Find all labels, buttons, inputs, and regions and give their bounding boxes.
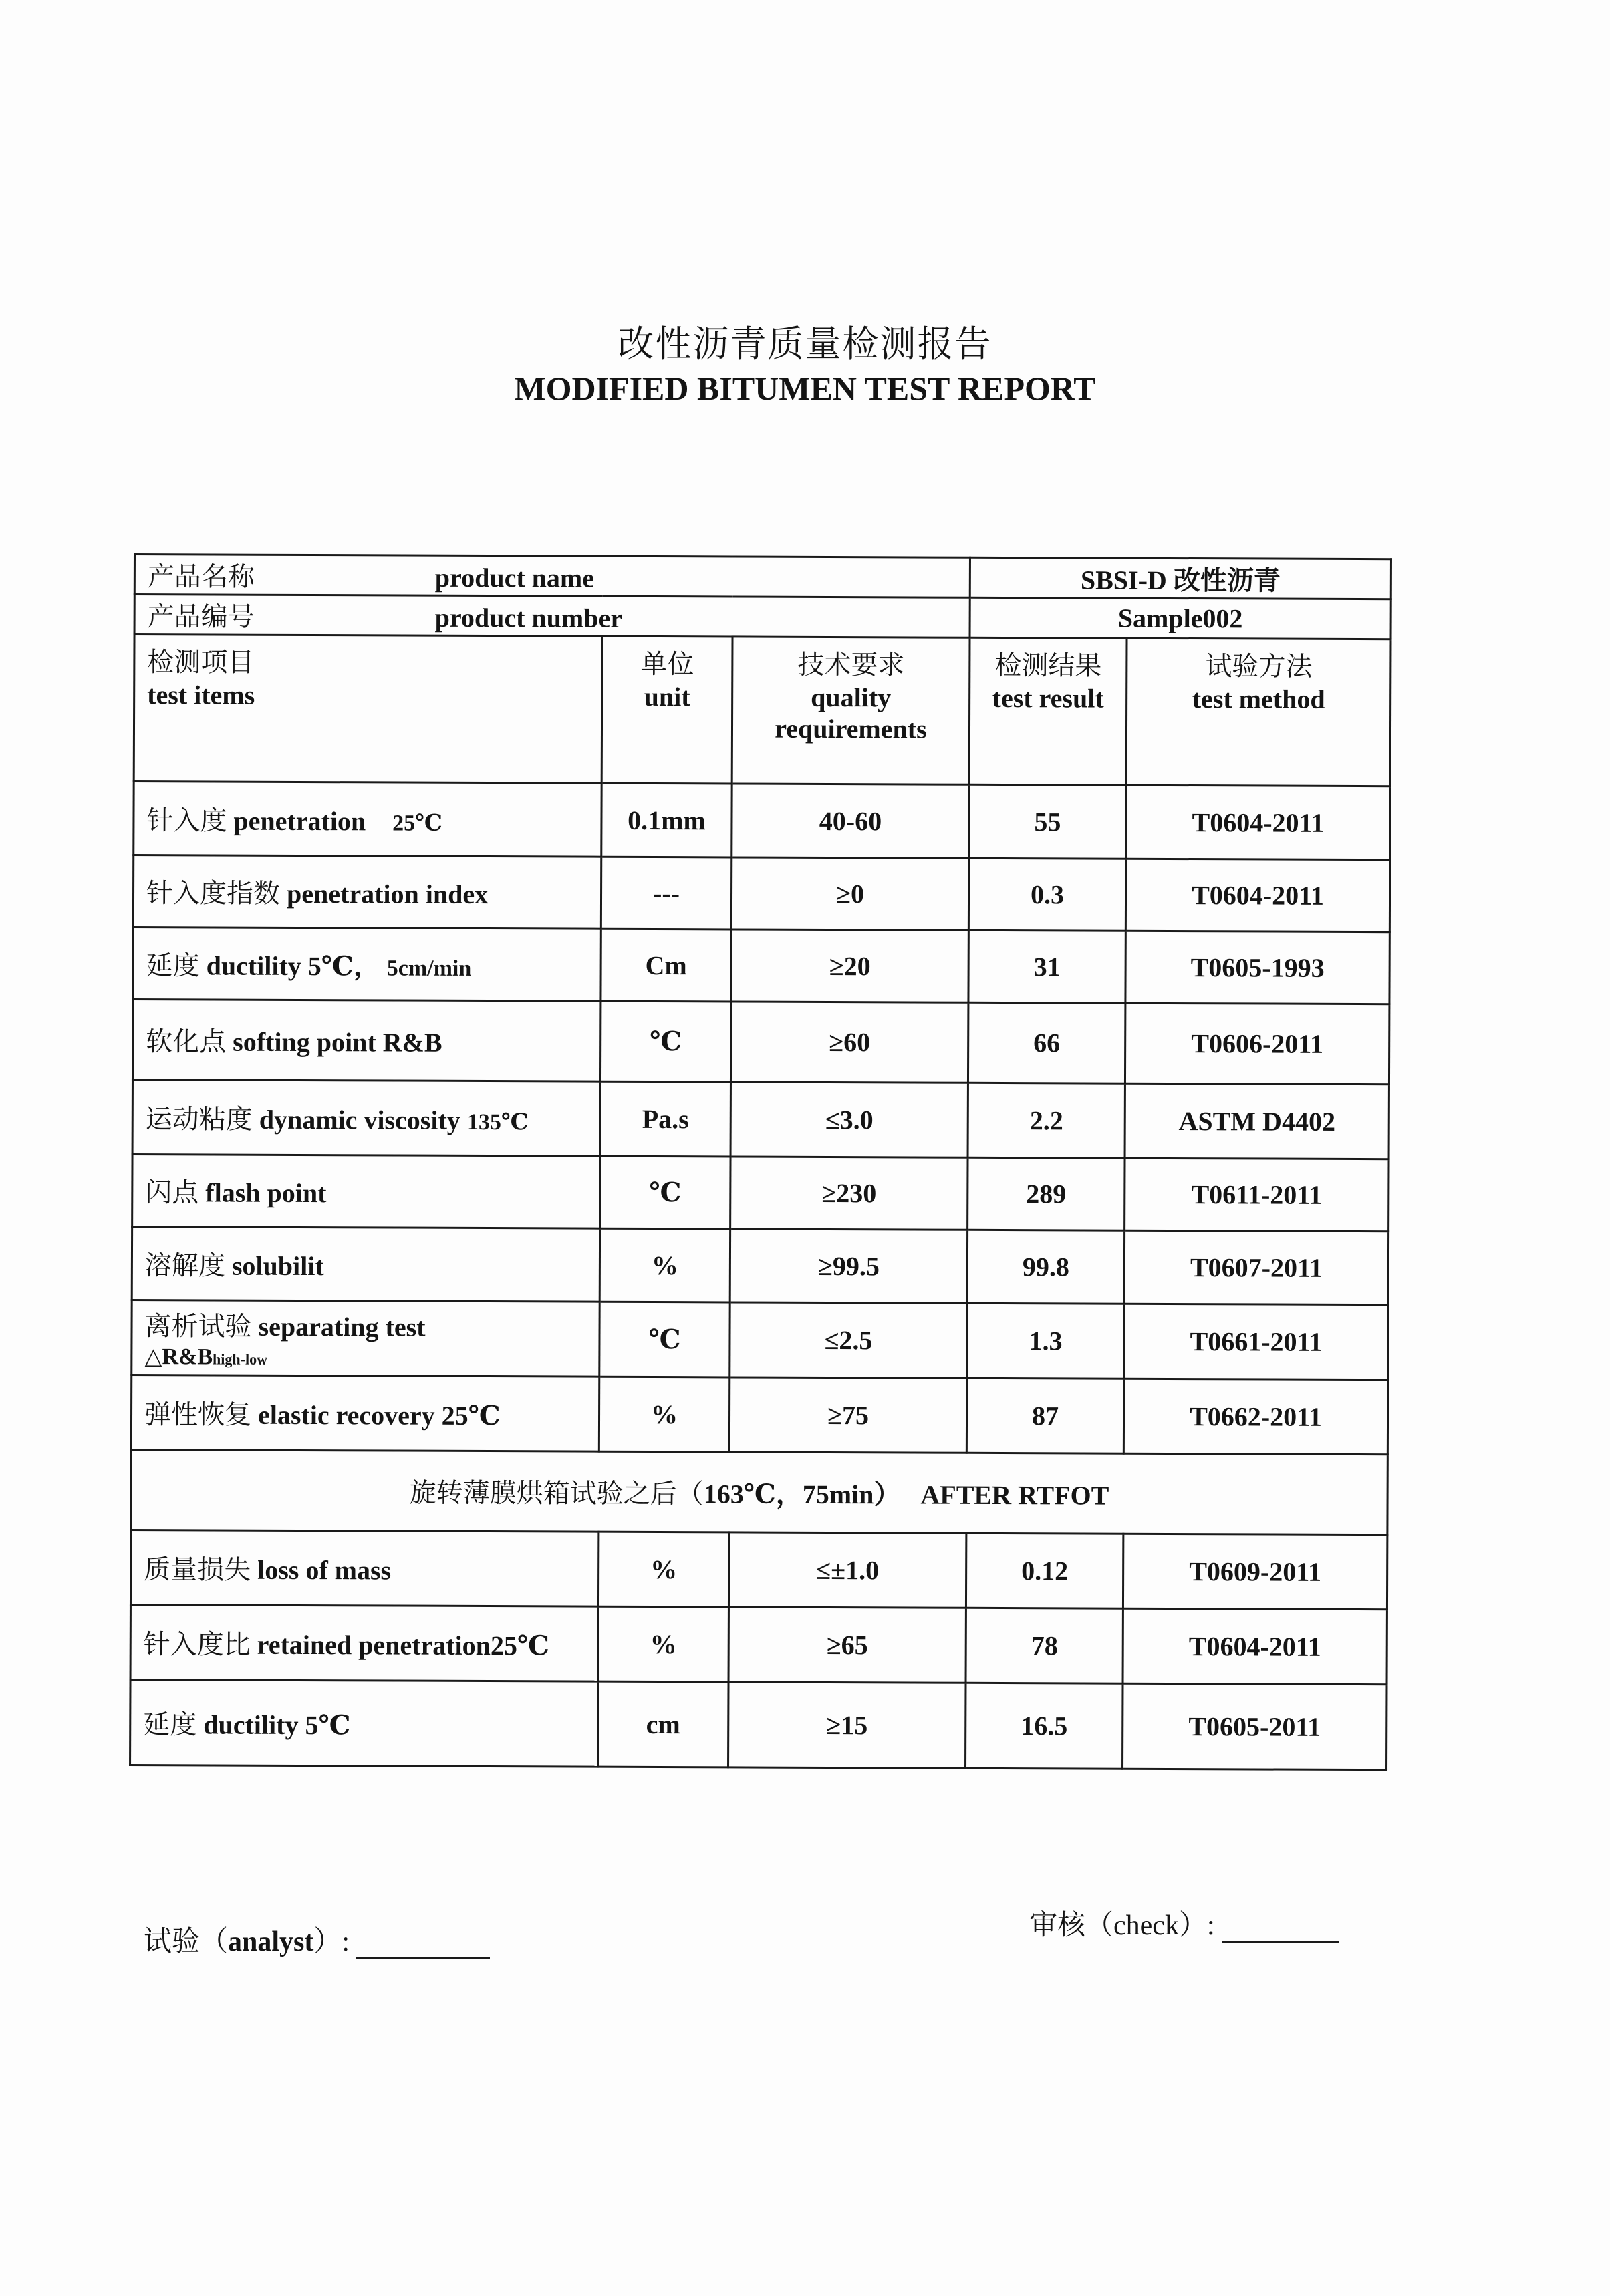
section-title-en: AFTER RTFOT [920, 1479, 1109, 1511]
item-extra: 135℃ [466, 1109, 529, 1135]
result-cell: 55 [969, 784, 1126, 859]
header-items-cn: 检测项目 [147, 647, 255, 678]
item-en: ductility 5℃， [206, 950, 380, 982]
item-cn: 溶解度 [144, 1250, 225, 1282]
item-cell [130, 1604, 598, 1681]
header-result-en: test result [992, 682, 1104, 714]
unit-cell: % [598, 1606, 728, 1682]
item-extra: 25℃ [392, 811, 443, 836]
analyst-signature [144, 1919, 490, 1959]
item-cn: 针入度比 [143, 1629, 251, 1661]
column-header-row [134, 635, 1391, 786]
table-row [130, 1604, 1387, 1684]
header-method-en: test method [1192, 684, 1325, 714]
check-label-close: ）: [1178, 1910, 1215, 1941]
method-cell: T0611-2011 [1125, 1158, 1389, 1232]
method-cell: T0604-2011 [1123, 1608, 1387, 1685]
method-cell: T0662-2011 [1123, 1379, 1387, 1455]
product-number-label-cn: 产品编号 [147, 601, 255, 633]
item-cn: 离析试验 [144, 1311, 252, 1342]
result-cell: 16.5 [966, 1683, 1123, 1769]
product-name-label-en: product name [434, 562, 595, 593]
item-cell [132, 1300, 599, 1377]
product-number-value: Sample002 [970, 597, 1391, 639]
item-cn: 延度 [143, 1709, 197, 1741]
item-en: separating test [258, 1311, 426, 1342]
unit-cell: ℃ [600, 1156, 730, 1229]
table-row [130, 1679, 1387, 1769]
result-cell: 0.3 [968, 858, 1125, 931]
item-en: ductility 5℃ [203, 1709, 351, 1741]
header-req-en-1: quality [811, 682, 892, 713]
product-name-row [134, 555, 1391, 599]
requirement-cell: ≥99.5 [730, 1229, 967, 1303]
item-cell [131, 1375, 599, 1451]
method-cell: T0607-2011 [1124, 1230, 1388, 1305]
result-cell: 66 [968, 1002, 1125, 1083]
table-row [132, 1080, 1389, 1159]
analyst-label-cn: 试验（ [144, 1924, 229, 1957]
header-unit-cn: 单位 [640, 648, 694, 680]
product-number-row [134, 595, 1391, 639]
product-name-label-cn: 产品名称 [147, 561, 255, 593]
result-cell: 99.8 [967, 1230, 1124, 1304]
item-cn: 延度 [146, 950, 200, 982]
requirement-cell: ≥0 [731, 857, 968, 930]
requirement-cell: ≥15 [728, 1682, 966, 1768]
item-cell [132, 1154, 600, 1228]
item-cell [130, 1530, 598, 1606]
method-cell: T0606-2011 [1125, 1003, 1389, 1085]
header-req-cn: 技术要求 [797, 649, 905, 681]
requirement-cell: ≥75 [729, 1377, 966, 1453]
item-cn: 质量损失 [144, 1554, 251, 1586]
check-label-en: check [1113, 1910, 1179, 1941]
header-unit [601, 636, 732, 784]
item-en: elastic recovery 25℃ [257, 1399, 501, 1431]
item-cell [132, 1226, 599, 1302]
item-en: softing point R&B [233, 1026, 442, 1058]
table-row [132, 1154, 1389, 1231]
result-cell: 87 [966, 1378, 1123, 1453]
method-cell: T0605-2011 [1123, 1683, 1387, 1770]
result-cell: 78 [966, 1608, 1123, 1683]
requirement-cell: ≤3.0 [730, 1082, 968, 1157]
analyst-label-close: ）: [313, 1926, 350, 1957]
table-row [133, 855, 1389, 932]
method-cell: T0609-2011 [1123, 1534, 1387, 1610]
check-label-cn: 审核（ [1029, 1908, 1114, 1941]
table-row [130, 1530, 1387, 1609]
header-method [1126, 638, 1391, 786]
test-report-table [129, 553, 1392, 1771]
requirement-cell: ≤2.5 [730, 1302, 967, 1378]
item-en: solubilit [231, 1250, 324, 1282]
report-title-cn: 改性沥青质量检测报告 [618, 323, 992, 365]
item-en: flash point [205, 1177, 327, 1209]
unit-cell: ℃ [600, 1001, 730, 1082]
method-cell: T0661-2011 [1124, 1304, 1388, 1380]
item-cell [132, 1080, 600, 1157]
item-en: penetration [233, 805, 366, 837]
requirement-cell: ≥60 [730, 1002, 968, 1083]
unit-cell: 0.1mm [601, 783, 732, 857]
section-title-cn: 旋转薄膜烘箱试验之后（ [409, 1477, 704, 1510]
item-en: penetration index [286, 878, 489, 910]
table-row [132, 1300, 1388, 1379]
method-cell: T0604-2011 [1125, 859, 1389, 932]
analyst-label-en: analyst [228, 1926, 314, 1957]
table-row [132, 1000, 1389, 1085]
item-en: loss of mass [257, 1554, 392, 1586]
item-cn: 针入度 [146, 805, 227, 837]
item-extra: 5cm/min [386, 956, 472, 981]
item-cn: 闪点 [145, 1177, 199, 1209]
unit-cell: Cm [601, 929, 731, 1002]
table-row [134, 782, 1390, 860]
item-cell [133, 855, 601, 929]
method-cell: T0604-2011 [1126, 785, 1390, 860]
requirement-cell: 40-60 [732, 784, 969, 858]
requirement-cell: ≥65 [728, 1607, 966, 1683]
table-row [131, 1375, 1387, 1454]
item-cell [133, 927, 601, 1002]
section-title-cond: 163℃，75min） [703, 1479, 901, 1510]
unit-cell: % [599, 1228, 730, 1302]
result-cell: 2.2 [968, 1083, 1125, 1158]
result-cell: 1.3 [967, 1303, 1124, 1379]
header-test-items [134, 635, 602, 784]
item-cell [130, 1679, 598, 1767]
table-row [132, 1226, 1388, 1304]
item-extra: △R&B [144, 1344, 213, 1370]
method-cell: ASTM D4402 [1125, 1083, 1389, 1159]
item-cn: 运动粘度 [145, 1104, 253, 1135]
item-subscript: high-low [213, 1350, 268, 1368]
requirement-cell: ≥20 [731, 929, 968, 1002]
table-row [133, 927, 1389, 1004]
header-items-en: test items [147, 680, 255, 710]
item-cn: 针入度指数 [146, 878, 281, 909]
header-result-cn: 检测结果 [994, 650, 1102, 682]
item-cell [134, 782, 601, 857]
result-cell: 289 [968, 1157, 1125, 1230]
unit-cell: % [599, 1377, 729, 1452]
section-title [131, 1449, 1387, 1534]
product-number-label-en: product number [434, 602, 623, 633]
result-cell: 31 [968, 930, 1125, 1003]
report-title-en: MODIFIED BITUMEN TEST REPORT [514, 370, 1096, 407]
check-signature-line [1222, 1941, 1339, 1943]
header-req-en-2: requirements [775, 713, 927, 744]
requirement-cell: ≤±1.0 [728, 1532, 966, 1608]
header-unit-en: unit [644, 681, 690, 712]
item-en: dynamic viscosity [259, 1104, 460, 1135]
item-cn: 软化点 [146, 1026, 227, 1058]
result-cell: 0.12 [966, 1533, 1123, 1608]
header-method-cn: 试验方法 [1205, 651, 1313, 682]
method-cell: T0605-1993 [1125, 931, 1389, 1004]
product-name-value: SBSI-D 改性沥青 [970, 557, 1391, 599]
item-cell [132, 1000, 600, 1082]
unit-cell: cm [598, 1681, 728, 1767]
item-cn: 弹性恢复 [144, 1399, 252, 1431]
section-row [131, 1449, 1387, 1534]
unit-cell: Pa.s [600, 1081, 730, 1157]
unit-cell: ℃ [599, 1302, 730, 1377]
unit-cell: % [598, 1532, 728, 1607]
item-en: retained penetration25℃ [257, 1629, 549, 1661]
header-requirements [732, 637, 970, 784]
unit-cell: --- [601, 857, 731, 929]
header-result [969, 637, 1127, 785]
analyst-signature-line [356, 1957, 490, 1959]
requirement-cell: ≥230 [730, 1157, 968, 1230]
check-signature [1029, 1903, 1339, 1943]
